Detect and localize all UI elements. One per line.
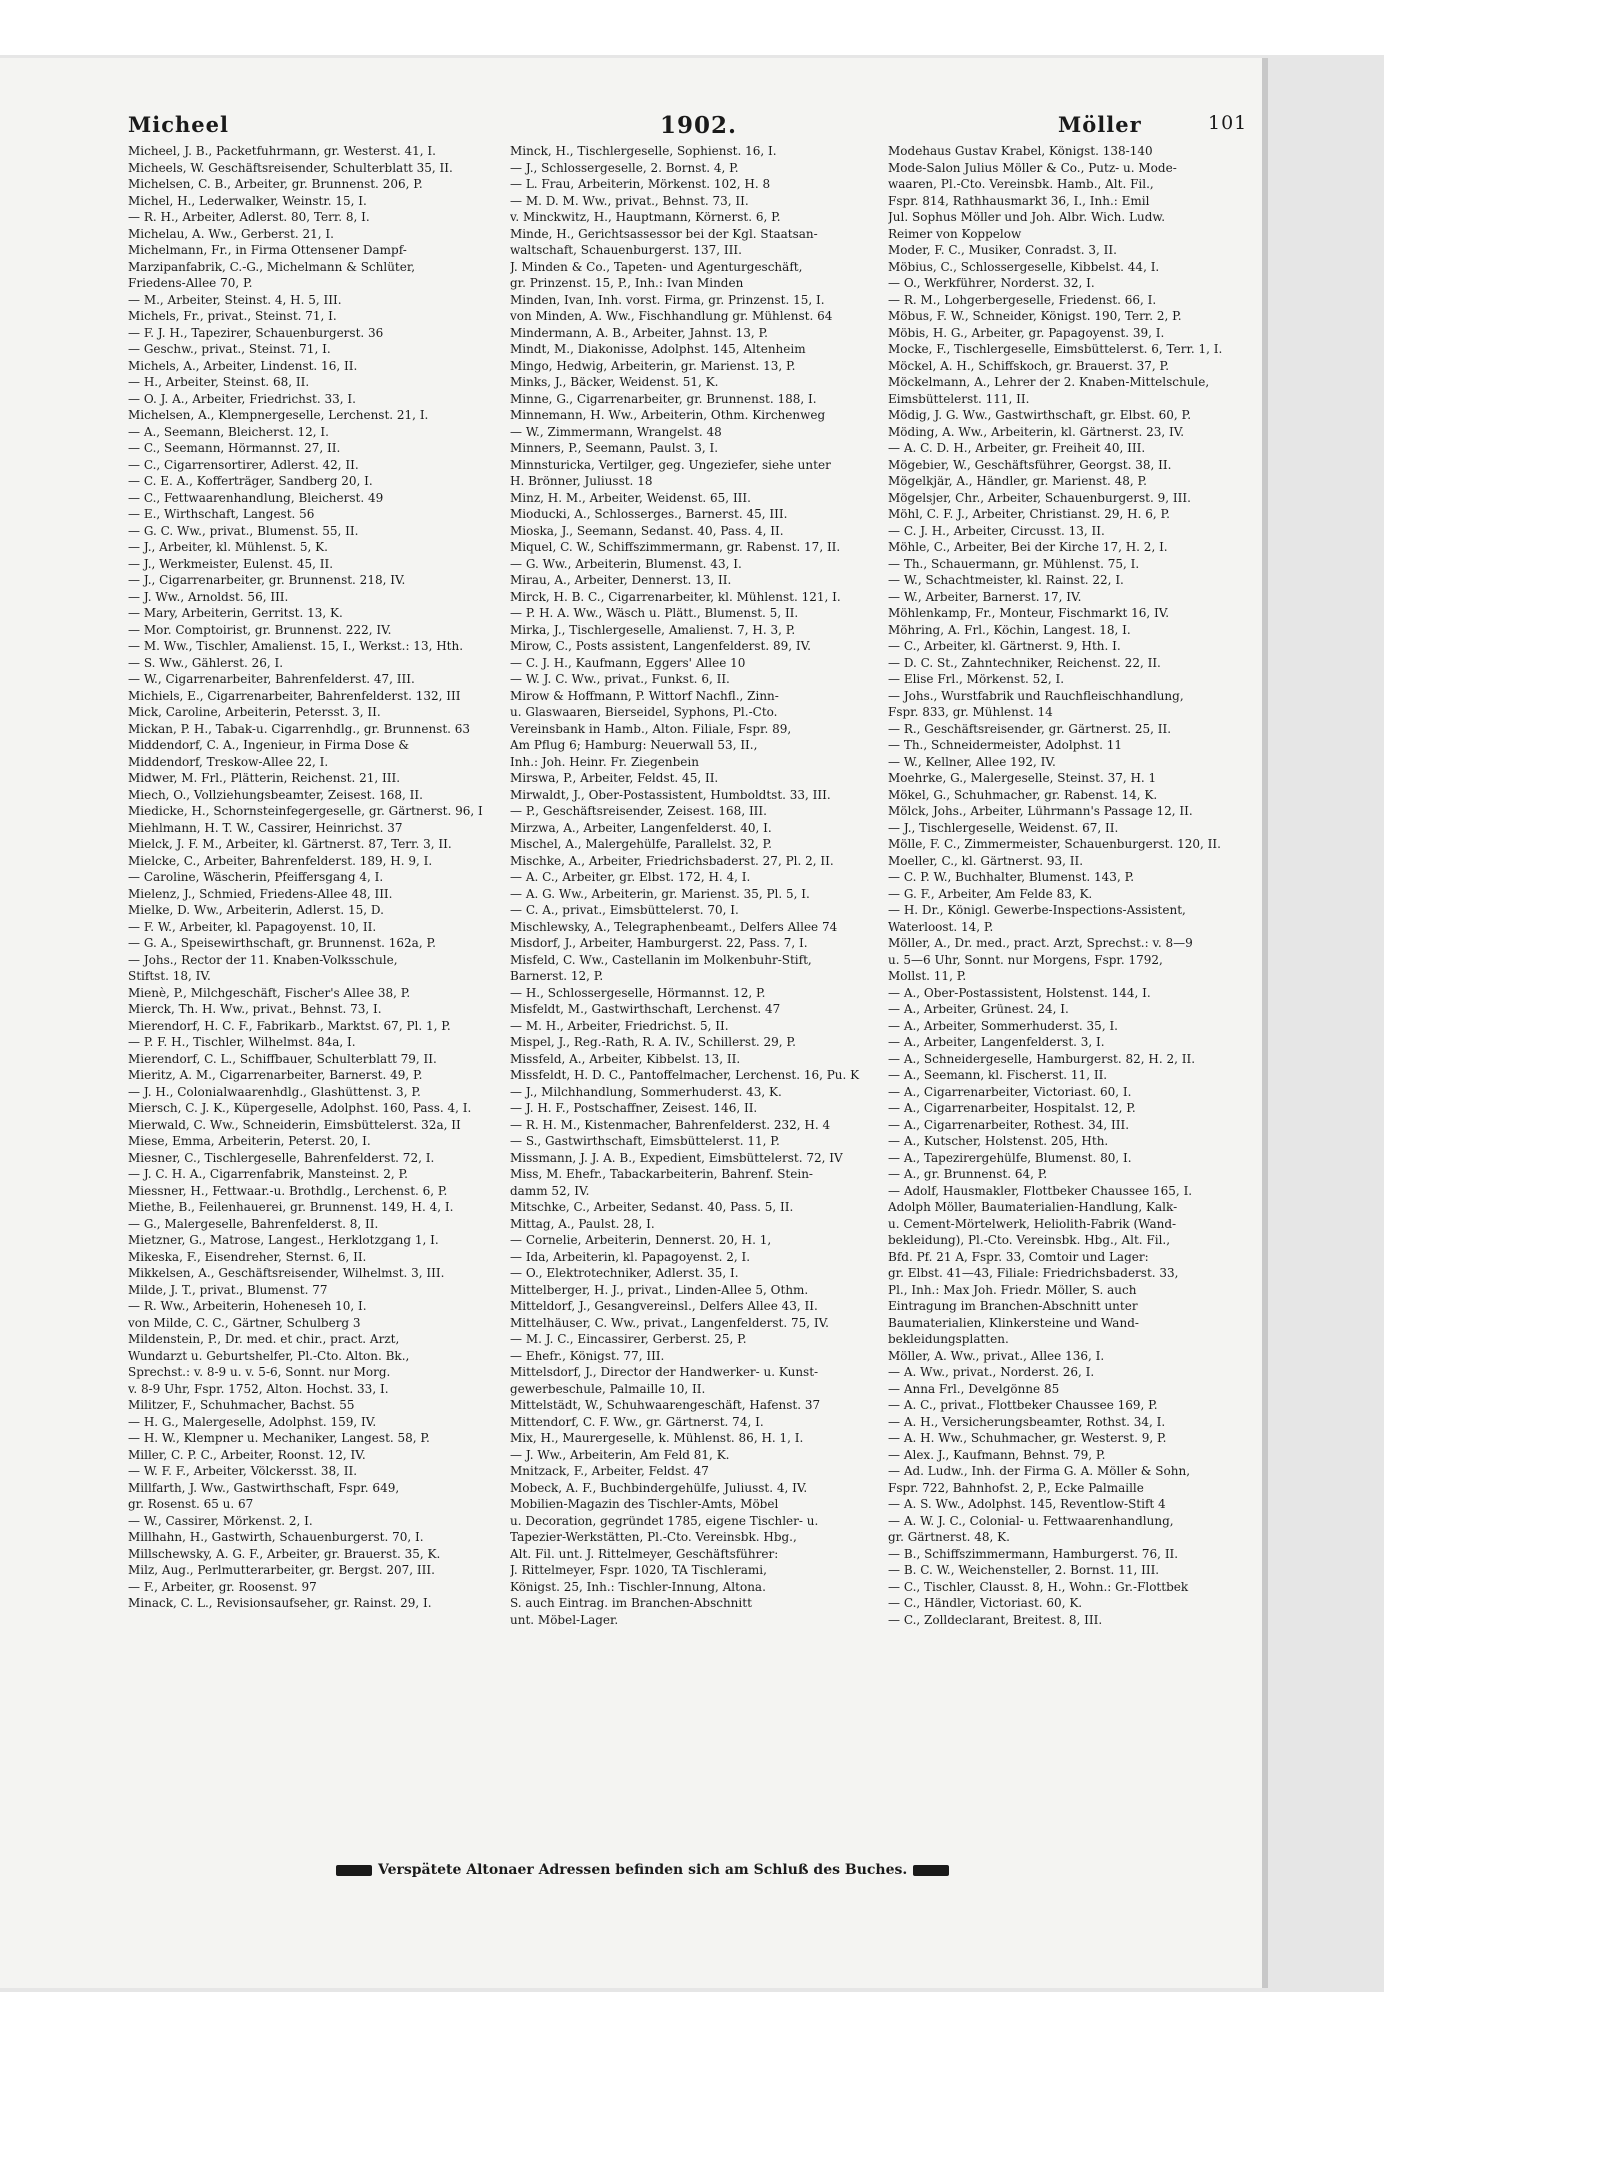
directory-entry: — A. C., privat., Flottbeker Chaussee 169, P. bbox=[888, 1398, 1158, 1412]
directory-entry: — C. A., privat., Eimsbüttelerst. 70, I. bbox=[510, 903, 739, 917]
directory-entry: Fspr. 722, Bahnhofst. 2, P., Ecke Palmaille bbox=[888, 1480, 1144, 1495]
directory-column-3 bbox=[888, 143, 1260, 1628]
directory-entry: Stiftst. 18, IV. bbox=[128, 969, 211, 983]
page-number: 101 bbox=[1208, 112, 1248, 134]
directory-entry: — Ehefr., Königst. 77, III. bbox=[510, 1348, 665, 1363]
directory-entry: Milz, Aug., Perlmutterarbeiter, gr. Bergst. 207, III. bbox=[128, 1563, 435, 1577]
directory-entry: Misfeldt, M., Gastwirthschaft, Lerchenst. 47 bbox=[510, 1002, 781, 1016]
directory-entry: waaren, Pl.-Cto. Vereinsbk. Hamb., Alt. Fil., bbox=[888, 177, 1154, 191]
directory-column-2 bbox=[510, 143, 882, 1628]
directory-entry: Mölck, Johs., Arbeiter, Lührmann's Passage 12, II. bbox=[888, 804, 1193, 818]
directory-entry: Fspr. 833, gr. Mühlenst. 14 bbox=[888, 705, 1053, 719]
directory-entry: Michelsen, C. B., Arbeiter, gr. Brunnenst. 206, P. bbox=[128, 177, 423, 191]
directory-entry: gr. Prinzenst. 15, P., Inh.: Ivan Minden bbox=[510, 276, 744, 290]
directory-entry: Mick, Caroline, Arbeiterin, Petersst. 3, II. bbox=[128, 705, 381, 719]
directory-entry: — G. A., Speisewirthschaft, gr. Brunnenst. 162a, P. bbox=[128, 936, 436, 950]
directory-entry: — H., Schlossergeselle, Hörmannst. 12, P. bbox=[510, 985, 766, 1000]
directory-entry: Möhl, C. F. J., Arbeiter, Christianst. 29, H. 6, P. bbox=[888, 507, 1170, 521]
directory-entry: Mocke, F., Tischlergeselle, Eimsbüttelerst. 6, Terr. 1, I. bbox=[888, 342, 1223, 356]
directory-entry: — C., Zolldeclarant, Breitest. 8, III. bbox=[888, 1612, 1103, 1627]
directory-entry: — Anna Frl., Develgönne 85 bbox=[888, 1381, 1060, 1396]
directory-entry: Möhle, C., Arbeiter, Bei der Kirche 17, H. 2, I. bbox=[888, 540, 1168, 554]
directory-entry: — W., Zimmermann, Wrangelst. 48 bbox=[510, 424, 722, 439]
directory-entry: Mobilien-Magazin des Tischler-Amts, Möbel bbox=[510, 1497, 779, 1511]
directory-entry: Moehrke, G., Malergeselle, Steinst. 37, H. 1 bbox=[888, 771, 1157, 785]
directory-entry: — C., Händler, Victoriast. 60, K. bbox=[888, 1596, 1083, 1610]
directory-entry: Missmann, J. J. A. B., Expedient, Eimsbüttelerst. 72, IV bbox=[510, 1150, 843, 1165]
directory-entry: Mielke, D. Ww., Arbeiterin, Adlerst. 15, D. bbox=[128, 903, 384, 917]
directory-entry: Miech, O., Vollziehungsbeamter, Zeisest. 168, II. bbox=[128, 787, 423, 802]
header-right-keyword: Möller bbox=[1058, 112, 1142, 137]
directory-entry: — J., Schlossergeselle, 2. Bornst. 4, P. bbox=[510, 160, 739, 175]
directory-entry: Miessner, H., Fettwaar.-u. Brothdlg., Lerchenst. 6, P. bbox=[128, 1183, 448, 1198]
directory-entry: unt. Möbel-Lager. bbox=[510, 1612, 619, 1627]
directory-entry: Mirck, H. B. C., Cigarrenarbeiter, kl. Mühlenst. 121, I. bbox=[510, 589, 841, 604]
directory-page bbox=[0, 58, 1262, 1988]
directory-entry: — H. G., Malergeselle, Adolphst. 159, IV. bbox=[128, 1414, 377, 1429]
directory-entry: Millhahn, H., Gastwirth, Schauenburgerst. 70, I. bbox=[128, 1530, 424, 1544]
directory-entry: — W., Kellner, Allee 192, IV. bbox=[888, 754, 1056, 769]
directory-entry: — Th., Schneidermeister, Adolphst. 11 bbox=[888, 738, 1122, 752]
directory-entry: J. Rittelmeyer, Fspr. 1020, TA Tischlerami, bbox=[510, 1563, 767, 1577]
directory-entry: Misdorf, J., Arbeiter, Hamburgerst. 22, Pass. 7, I. bbox=[510, 936, 808, 950]
directory-entry: — M. D. M. Ww., privat., Behnst. 73, II. bbox=[510, 193, 749, 208]
directory-entry: Mienè, P., Milchgeschäft, Fischer's Allee 38, P. bbox=[128, 985, 411, 1000]
directory-entry: — W., Schachtmeister, kl. Rainst. 22, I. bbox=[888, 573, 1124, 587]
directory-entry: gr. Gärtnerst. 48, K. bbox=[888, 1530, 1010, 1544]
directory-entry: Pl., Inh.: Max Joh. Friedr. Möller, S. auch bbox=[888, 1282, 1137, 1297]
directory-entry: Missfeldt, H. D. C., Pantoffelmacher, Lerchenst. 16, Pu. K bbox=[510, 1068, 860, 1082]
directory-entry: Fspr. 814, Rathhausmarkt 36, I., Inh.: Emil bbox=[888, 193, 1150, 208]
directory-entry: — Adolf, Hausmakler, Flottbeker Chaussee 165, I. bbox=[888, 1183, 1193, 1198]
directory-entry: Mitteldorf, J., Gesangvereinsl., Delfers Allee 43, II. bbox=[510, 1299, 818, 1313]
directory-entry: Mittelhäuser, C. Ww., privat., Langenfelderst. 75, IV. bbox=[510, 1315, 829, 1330]
directory-entry: — A. S. Ww., Adolphst. 145, Reventlow-Stift 4 bbox=[888, 1497, 1166, 1511]
directory-entry: Minks, J., Bäcker, Weidenst. 51, K. bbox=[510, 375, 719, 389]
directory-entry: — A., Cigarrenarbeiter, Victoriast. 60, I. bbox=[888, 1084, 1132, 1099]
directory-entry: Mierwald, C. Ww., Schneiderin, Eimsbüttelerst. 32a, II bbox=[128, 1117, 461, 1132]
directory-entry: Mollst. 11, P. bbox=[888, 969, 967, 983]
directory-entry: u. 5—6 Uhr, Sonnt. nur Morgens, Fspr. 1792, bbox=[888, 952, 1163, 967]
directory-entry: Vereinsbank in Hamb., Alton. Filiale, Fspr. 89, bbox=[510, 721, 792, 736]
directory-entry: Möckelmann, A., Lehrer der 2. Knaben-Mittelschule, bbox=[888, 375, 1210, 389]
directory-entry: Miesner, C., Tischlergeselle, Bahrenfelderst. 72, I. bbox=[128, 1150, 435, 1165]
directory-entry: — Elise Frl., Mörkenst. 52, I. bbox=[888, 672, 1065, 686]
directory-entry: — Caroline, Wäscherin, Pfeiffersgang 4, I. bbox=[128, 870, 384, 884]
directory-entry: Millfarth, J. Ww., Gastwirthschaft, Fspr. 649, bbox=[128, 1480, 400, 1495]
directory-entry: Mittag, A., Paulst. 28, I. bbox=[510, 1216, 655, 1231]
directory-entry: Mildenstein, P., Dr. med. et chir., pract. Arzt, bbox=[128, 1332, 400, 1346]
directory-entry: Mischel, A., Malergehülfe, Parallelst. 32, P. bbox=[510, 837, 772, 851]
directory-entry: Mielcke, C., Arbeiter, Bahrenfelderst. 189, H. 9, I. bbox=[128, 853, 433, 868]
directory-entry: — J. H., Colonialwaarenhdlg., Glashüttenst. 3, P. bbox=[128, 1084, 421, 1099]
directory-entry: Michelsen, A., Klempnergeselle, Lerchenst. 21, I. bbox=[128, 408, 429, 422]
directory-entry: gr. Elbst. 41—43, Filiale: Friedrichsbaderst. 33, bbox=[888, 1266, 1179, 1280]
directory-entry: — W., Cassirer, Mörkenst. 2, I. bbox=[128, 1513, 313, 1528]
directory-entry: — L. Frau, Arbeiterin, Mörkenst. 102, H. 8 bbox=[510, 177, 771, 191]
directory-entry: — H., Arbeiter, Steinst. 68, II. bbox=[128, 375, 310, 389]
directory-entry: Eimsbüttelerst. 111, II. bbox=[888, 391, 1030, 406]
pointing-hand-right-icon bbox=[913, 1865, 949, 1876]
directory-entry: Mittelstädt, W., Schuhwaarengeschäft, Hafenst. 37 bbox=[510, 1398, 821, 1412]
directory-entry: Mikkelsen, A., Geschäftsreisender, Wilhelmst. 3, III. bbox=[128, 1266, 445, 1280]
directory-entry: Eintragung im Branchen-Abschnitt unter bbox=[888, 1299, 1138, 1313]
directory-entry: Sprechst.: v. 8-9 u. v. 5-6, Sonnt. nur Morg. bbox=[128, 1365, 391, 1379]
directory-entry: Baumaterialien, Klinkersteine und Wand- bbox=[888, 1315, 1139, 1330]
directory-entry: Mirow & Hoffmann, P. Wittorf Nachfl., Zinn- bbox=[510, 688, 779, 703]
directory-entry: — A. H. Ww., Schuhmacher, gr. Westerst. 9, P. bbox=[888, 1431, 1167, 1445]
directory-entry: — A., Seemann, Bleicherst. 12, I. bbox=[128, 424, 329, 439]
directory-entry: — J., Tischlergeselle, Weidenst. 67, II. bbox=[888, 820, 1119, 835]
directory-entry: Mindermann, A. B., Arbeiter, Jahnst. 13, P. bbox=[510, 325, 768, 340]
directory-entry: Mirow, C., Posts assistent, Langenfelderst. 89, IV. bbox=[510, 639, 811, 653]
directory-entry: Mökel, G., Schuhmacher, gr. Rabenst. 14, K. bbox=[888, 787, 1158, 802]
directory-entry: — S., Gastwirthschaft, Eimsbüttelerst. 11, P. bbox=[510, 1134, 780, 1148]
directory-entry: — W. J. C. Ww., privat., Funkst. 6, II. bbox=[510, 672, 730, 686]
directory-entry: — C., Seemann, Hörmannst. 27, II. bbox=[128, 441, 341, 455]
directory-entry: — A. C., Arbeiter, gr. Elbst. 172, H. 4, I. bbox=[510, 870, 751, 884]
directory-entry: Mobeck, A. F., Buchbindergehülfe, Juliusst. 4, IV. bbox=[510, 1480, 808, 1495]
directory-entry: Barnerst. 12, P. bbox=[510, 969, 604, 983]
directory-entry: — M., Arbeiter, Steinst. 4, H. 5, III. bbox=[128, 292, 342, 307]
page-header bbox=[128, 112, 1262, 140]
directory-entry: — Johs., Wurstfabrik und Rauchfleischhandlung, bbox=[888, 688, 1184, 703]
directory-entry: Mitschke, C., Arbeiter, Sedanst. 40, Pass. 5, II. bbox=[510, 1200, 794, 1214]
directory-entry: Minack, C. L., Revisionsaufseher, gr. Rainst. 29, I. bbox=[128, 1596, 432, 1610]
directory-entry: — G. Ww., Arbeiterin, Blumenst. 43, I. bbox=[510, 556, 742, 571]
directory-entry: — A., Schneidergeselle, Hamburgerst. 82, H. 2, II. bbox=[888, 1051, 1196, 1066]
directory-entry: u. Cement-Mörtelwerk, Heliolith-Fabrik (Wand- bbox=[888, 1216, 1177, 1231]
directory-entry: Minners, P., Seemann, Paulst. 3, I. bbox=[510, 441, 719, 455]
directory-entry: Bfd. Pf. 21 A, Fspr. 33, Comtoir und Lager: bbox=[888, 1249, 1149, 1264]
directory-entry: gewerbeschule, Palmaille 10, II. bbox=[510, 1381, 706, 1396]
directory-entry: Mögelkjär, A., Händler, gr. Marienst. 48, P. bbox=[888, 474, 1147, 488]
page-edge-shadow bbox=[1262, 58, 1268, 1988]
directory-entry: Möckel, A. H., Schiffskoch, gr. Brauerst. 37, P. bbox=[888, 358, 1170, 373]
directory-entry: Miese, Emma, Arbeiterin, Peterst. 20, I. bbox=[128, 1134, 371, 1148]
directory-entry: — Ad. Ludw., Inh. der Firma G. A. Möller & Sohn, bbox=[888, 1464, 1191, 1478]
header-left-keyword: Micheel bbox=[128, 112, 229, 137]
directory-entry: Mittelberger, H. J., privat., Linden-Allee 5, Othm. bbox=[510, 1282, 809, 1297]
directory-entry: Missfeld, A., Arbeiter, Kibbelst. 13, II. bbox=[510, 1051, 741, 1066]
directory-entry: — F. W., Arbeiter, kl. Papagoyenst. 10, II. bbox=[128, 919, 377, 934]
directory-entry: Mierendorf, H. C. F., Fabrikarb., Marktst. 67, Pl. 1, P. bbox=[128, 1018, 451, 1033]
directory-entry: Mingo, Hedwig, Arbeiterin, gr. Marienst. 13, P. bbox=[510, 358, 796, 373]
directory-entry: — A., Seemann, kl. Fischerst. 11, II. bbox=[888, 1068, 1108, 1082]
directory-entry: — R. H., Arbeiter, Adlerst. 80, Terr. 8, I. bbox=[128, 210, 370, 224]
directory-entry: — P. F. H., Tischler, Wilhelmst. 84a, I. bbox=[128, 1035, 356, 1049]
directory-entry: Miedicke, H., Schornsteinfegergeselle, gr. Gärtnerst. 96, I bbox=[128, 804, 483, 818]
directory-entry: — J. H. F., Postschaffner, Zeisest. 146, II. bbox=[510, 1101, 758, 1115]
directory-entry: — A., Arbeiter, Sommerhuderst. 35, I. bbox=[888, 1018, 1118, 1033]
directory-entry: Mirau, A., Arbeiter, Dennerst. 13, II. bbox=[510, 573, 732, 587]
directory-entry: Minz, H. M., Arbeiter, Weidenst. 65, III. bbox=[510, 490, 751, 505]
directory-entry: Mieritz, A. M., Cigarrenarbeiter, Barnerst. 49, P. bbox=[128, 1068, 423, 1082]
directory-entry: — J. C. H. A., Cigarrenfabrik, Mansteinst. 2, P. bbox=[128, 1167, 408, 1181]
directory-entry: Möller, A. Ww., privat., Allee 136, I. bbox=[888, 1348, 1105, 1363]
directory-entry: Mittendorf, C. F. Ww., gr. Gärtnerst. 74, I. bbox=[510, 1414, 764, 1429]
directory-entry: Möller, A., Dr. med., pract. Arzt, Sprechst.: v. 8—9 bbox=[888, 936, 1193, 950]
directory-entry: gr. Rosenst. 65 u. 67 bbox=[128, 1497, 254, 1511]
directory-entry: — A. C. D. H., Arbeiter, gr. Freiheit 40, III. bbox=[888, 441, 1146, 455]
directory-entry: Waterloost. 14, P. bbox=[888, 919, 994, 934]
directory-entry: bekleidungsplatten. bbox=[888, 1332, 1009, 1346]
directory-entry: Minnemann, H. Ww., Arbeiterin, Othm. Kirchenweg bbox=[510, 408, 826, 422]
directory-entry: Alt. Fil. unt. J. Rittelmeyer, Geschäftsführer: bbox=[510, 1546, 779, 1561]
directory-entry: J. Minden & Co., Tapeten- und Agenturgeschäft, bbox=[510, 259, 803, 274]
directory-entry: — C. J. H., Arbeiter, Circusst. 13, II. bbox=[888, 523, 1105, 538]
directory-entry: Middendorf, C. A., Ingenieur, in Firma Dose & bbox=[128, 738, 410, 752]
directory-entry: — A., gr. Brunnenst. 64, P. bbox=[888, 1167, 1048, 1181]
directory-entry: — R. M., Lohgerbergeselle, Friedenst. 66, I. bbox=[888, 292, 1157, 307]
directory-entry: — J., Werkmeister, Eulenst. 45, II. bbox=[128, 556, 334, 571]
directory-entry: Möbus, F. W., Schneider, Königst. 190, Terr. 2, P. bbox=[888, 309, 1182, 323]
directory-entry: Mischke, A., Arbeiter, Friedrichsbaderst. 27, Pl. 2, II. bbox=[510, 853, 834, 868]
directory-entry: Möhlenkamp, Fr., Monteur, Fischmarkt 16, IV. bbox=[888, 606, 1170, 620]
directory-entry: Miethe, B., Feilenhauerei, gr. Brunnenst. 149, H. 4, I. bbox=[128, 1200, 454, 1214]
directory-entry: Militzer, F., Schuhmacher, Bachst. 55 bbox=[128, 1398, 355, 1412]
directory-entry: Mode-Salon Julius Möller & Co., Putz- u. Mode- bbox=[888, 160, 1177, 175]
directory-entry: Michiels, E., Cigarrenarbeiter, Bahrenfelderst. 132, III bbox=[128, 688, 461, 703]
directory-entry: Mirka, J., Tischlergeselle, Amalienst. 7, H. 3, P. bbox=[510, 622, 796, 637]
directory-entry: Moder, F. C., Musiker, Conradst. 3, II. bbox=[888, 243, 1117, 257]
directory-entry: — Johs., Rector der 11. Knaben-Volksschule, bbox=[128, 952, 398, 967]
directory-entry: — D. C. St., Zahntechniker, Reichenst. 22, II. bbox=[888, 655, 1161, 670]
directory-entry: — R., Geschäftsreisender, gr. Gärtnerst. 25, II. bbox=[888, 721, 1172, 736]
directory-entry: — A. H., Versicherungsbeamter, Rothst. 34, I. bbox=[888, 1414, 1166, 1429]
directory-entry: — G., Malergeselle, Bahrenfelderst. 8, II. bbox=[128, 1216, 379, 1231]
directory-entry: Minne, G., Cigarrenarbeiter, gr. Brunnenst. 188, I. bbox=[510, 391, 817, 406]
directory-entry: — O., Werkführer, Norderst. 32, I. bbox=[888, 276, 1095, 290]
directory-entry: v. Minckwitz, H., Hauptmann, Körnerst. 6, P. bbox=[510, 210, 781, 224]
directory-entry: Möbis, H. G., Arbeiter, gr. Papagoyenst. 39, I. bbox=[888, 325, 1165, 340]
directory-entry: — Geschw., privat., Steinst. 71, I. bbox=[128, 342, 331, 356]
directory-entry: Möhring, A. Frl., Köchin, Langest. 18, I. bbox=[888, 622, 1131, 637]
directory-entry: — C., Tischler, Clausst. 8, H., Wohn.: Gr.-Flottbek bbox=[888, 1579, 1189, 1594]
directory-entry: — C., Fettwaarenhandlung, Bleicherst. 49 bbox=[128, 490, 384, 505]
directory-entry: Miquel, C. W., Schiffszimmermann, gr. Rabenst. 17, II. bbox=[510, 540, 841, 554]
directory-entry: Mierck, Th. H. Ww., privat., Behnst. 73, I. bbox=[128, 1002, 382, 1016]
directory-entry: — J., Arbeiter, kl. Mühlenst. 5, K. bbox=[128, 540, 328, 554]
directory-entry: — Cornelie, Arbeiterin, Dennerst. 20, H. 1, bbox=[510, 1233, 772, 1247]
directory-entry: Moeller, C., kl. Gärtnerst. 93, II. bbox=[888, 853, 1084, 868]
directory-entry: Am Pflug 6; Hamburg: Neuerwall 53, II., bbox=[510, 738, 758, 752]
directory-entry: — A., Arbeiter, Grünest. 24, I. bbox=[888, 1002, 1069, 1016]
directory-entry: Miss, M. Ehefr., Tabackarbeiterin, Bahrenf. Stein- bbox=[510, 1167, 813, 1181]
directory-entry: — R. H. M., Kistenmacher, Bahrenfelderst. 232, H. 4 bbox=[510, 1117, 831, 1132]
directory-entry: Möding, A. Ww., Arbeiterin, kl. Gärtnerst. 23, IV. bbox=[888, 424, 1185, 439]
directory-entry: — A., Cigarrenarbeiter, Hospitalst. 12, P. bbox=[888, 1101, 1136, 1115]
directory-entry: — E., Wirthschaft, Langest. 56 bbox=[128, 507, 315, 521]
directory-entry: Modehaus Gustav Krabel, Königst. 138-140 bbox=[888, 144, 1153, 158]
directory-entry: — G. F., Arbeiter, Am Felde 83, K. bbox=[888, 886, 1093, 901]
directory-entry: Reimer von Koppelow bbox=[888, 226, 1022, 241]
directory-entry: — A., Tapezirergehülfe, Blumenst. 80, I. bbox=[888, 1150, 1132, 1165]
directory-entry: Mielck, J. F. M., Arbeiter, kl. Gärtnerst. 87, Terr. 3, II. bbox=[128, 837, 452, 851]
directory-entry: Mischlewsky, A., Telegraphenbeamt., Delfers Allee 74 bbox=[510, 919, 838, 934]
directory-entry: — F., Arbeiter, gr. Roosenst. 97 bbox=[128, 1579, 317, 1594]
directory-entry: Mölle, F. C., Zimmermeister, Schauenburgerst. 120, II. bbox=[888, 837, 1221, 851]
directory-entry: bekleidung), Pl.-Cto. Vereinsbk. Hbg., Alt. Fil., bbox=[888, 1233, 1171, 1247]
directory-entry: — M. J. C., Eincassirer, Gerberst. 25, P. bbox=[510, 1332, 747, 1346]
directory-entry: — A. Ww., privat., Norderst. 26, I. bbox=[888, 1365, 1095, 1379]
directory-entry: Mirwaldt, J., Ober-Postassistent, Humboldtst. 33, III. bbox=[510, 787, 831, 802]
directory-entry: — B. C. W., Weichensteller, 2. Bornst. 11, III. bbox=[888, 1563, 1160, 1577]
directory-entry: Midwer, M. Frl., Plätterin, Reichenst. 21, III. bbox=[128, 771, 401, 785]
directory-entry: — O., Elektrotechniker, Adlerst. 35, I. bbox=[510, 1266, 739, 1280]
directory-entry: Minnsturicka, Vertilger, geg. Ungeziefer, siehe unter bbox=[510, 457, 831, 472]
directory-entry: Michel, H., Lederwalker, Weinstr. 15, I. bbox=[128, 193, 367, 208]
directory-entry: Mispel, J., Reg.-Rath, R. A. IV., Schillerst. 29, P. bbox=[510, 1035, 796, 1049]
directory-entry: damm 52, IV. bbox=[510, 1183, 590, 1198]
directory-entry: v. 8-9 Uhr, Fspr. 1752, Alton. Hochst. 33, I. bbox=[128, 1381, 389, 1396]
directory-entry: Michelau, A. Ww., Gerberst. 21, I. bbox=[128, 226, 334, 241]
directory-entry: Micheels, W. Geschäftsreisender, Schulterblatt 35, II. bbox=[128, 160, 453, 175]
directory-entry: von Milde, C. C., Gärtner, Schulberg 3 bbox=[128, 1315, 361, 1330]
directory-entry: — H. Dr., Königl. Gewerbe-Inspections-Assistent, bbox=[888, 903, 1186, 917]
directory-entry: — J., Cigarrenarbeiter, gr. Brunnenst. 218, IV. bbox=[128, 573, 406, 587]
directory-entry: Mix, H., Maurergeselle, k. Mühlenst. 86, H. 1, I. bbox=[510, 1431, 804, 1445]
directory-entry: — A., Cigarrenarbeiter, Rothest. 34, III. bbox=[888, 1117, 1130, 1132]
directory-entry: — A., Ober-Postassistent, Holstenst. 144, I. bbox=[888, 985, 1151, 1000]
pointing-hand-left-icon bbox=[336, 1865, 372, 1876]
footer-text: Verspätete Altonaer Adressen befinden sich am Schluß des Buches. bbox=[378, 1862, 908, 1878]
directory-entry: Micheel, J. B., Packetfuhrmann, gr. Westerst. 41, I. bbox=[128, 144, 436, 158]
directory-entry: Mietzner, G., Matrose, Langest., Herklotzgang 1, I. bbox=[128, 1233, 439, 1247]
directory-entry: — C. P. W., Buchhalter, Blumenst. 143, P. bbox=[888, 870, 1135, 884]
directory-entry: — R. Ww., Arbeiterin, Hoheneseh 10, I. bbox=[128, 1299, 367, 1313]
directory-entry: — A., Kutscher, Holstenst. 205, Hth. bbox=[888, 1134, 1109, 1148]
directory-entry: Mirswa, P., Arbeiter, Feldst. 45, II. bbox=[510, 771, 719, 785]
directory-entry: — F. J. H., Tapezirer, Schauenburgerst. 36 bbox=[128, 325, 384, 340]
directory-entry: Adolph Möller, Baumaterialien-Handlung, Kalk- bbox=[888, 1200, 1178, 1214]
directory-entry: — Ida, Arbeiterin, kl. Papagoyenst. 2, I. bbox=[510, 1249, 751, 1264]
directory-entry: — J. Ww., Arnoldst. 56, III. bbox=[128, 589, 289, 604]
directory-entry: — M. H., Arbeiter, Friedrichst. 5, II. bbox=[510, 1018, 729, 1033]
directory-entry: Inh.: Joh. Heinr. Fr. Ziegenbein bbox=[510, 754, 699, 769]
header-year: 1902. bbox=[660, 112, 738, 139]
directory-entry: Wundarzt u. Geburtshelfer, Pl.-Cto. Alton. Bk., bbox=[128, 1348, 410, 1363]
directory-entry: von Minden, A. Ww., Fischhandlung gr. Mühlenst. 64 bbox=[510, 309, 833, 323]
directory-entry: Mnitzack, F., Arbeiter, Feldst. 47 bbox=[510, 1464, 709, 1478]
directory-entry: Middendorf, Treskow-Allee 22, I. bbox=[128, 754, 329, 769]
directory-entry: Königst. 25, Inh.: Tischler-Innung, Altona. bbox=[510, 1579, 766, 1594]
directory-entry: Minde, H., Gerichtsassessor bei der Kgl. Staatsan- bbox=[510, 226, 818, 241]
directory-entry: Friedens-Allee 70, P. bbox=[128, 276, 253, 290]
directory-entry: Miller, C. P. C., Arbeiter, Roonst. 12, IV. bbox=[128, 1447, 366, 1462]
directory-entry: Milde, J. T., privat., Blumenst. 77 bbox=[128, 1282, 328, 1297]
directory-entry: — C., Cigarrensortirer, Adlerst. 42, II. bbox=[128, 457, 359, 472]
directory-entry: S. auch Eintrag. im Branchen-Abschnitt bbox=[510, 1596, 752, 1610]
directory-entry: — W., Cigarrenarbeiter, Bahrenfelderst. 47, III. bbox=[128, 672, 415, 686]
directory-entry: Michelmann, Fr., in Firma Ottensener Dampf- bbox=[128, 243, 407, 257]
directory-entry: Michels, Fr., privat., Steinst. 71, I. bbox=[128, 309, 337, 323]
directory-entry: Miersch, C. J. K., Küpergeselle, Adolphst. 160, Pass. 4, I. bbox=[128, 1101, 472, 1115]
directory-entry: — Alex. J., Kaufmann, Behnst. 79, P. bbox=[888, 1447, 1106, 1462]
directory-entry: — Mor. Comptoirist, gr. Brunnenst. 222, IV. bbox=[128, 622, 392, 637]
directory-entry: Millschewsky, A. G. F., Arbeiter, gr. Brauerst. 35, K. bbox=[128, 1546, 441, 1561]
directory-entry: — B., Schiffszimmermann, Hamburgerst. 76, II. bbox=[888, 1546, 1179, 1561]
directory-entry: Mielenz, J., Schmied, Friedens-Allee 48, III. bbox=[128, 886, 393, 901]
directory-entry: — G. C. Ww., privat., Blumenst. 55, II. bbox=[128, 523, 359, 538]
directory-entry: — Th., Schauermann, gr. Mühlenst. 75, I. bbox=[888, 556, 1140, 571]
directory-entry: — M. Ww., Tischler, Amalienst. 15, I., Werkst.: 13, Hth. bbox=[128, 639, 464, 653]
directory-entry: Möbius, C., Schlossergeselle, Kibbelst. 44, I. bbox=[888, 259, 1160, 274]
directory-entry: Mikeska, F., Eisendreher, Sternst. 6, II. bbox=[128, 1249, 367, 1264]
directory-entry: waltschaft, Schauenburgerst. 137, III. bbox=[510, 243, 742, 257]
directory-entry: H. Brönner, Juliusst. 18 bbox=[510, 474, 653, 488]
directory-entry: Mödig, J. G. Ww., Gastwirthschaft, gr. Elbst. 60, P. bbox=[888, 408, 1192, 422]
directory-entry: — A. G. Ww., Arbeiterin, gr. Marienst. 35, Pl. 5, I. bbox=[510, 886, 810, 901]
directory-entry: Marzipanfabrik, C.-G., Michelmann & Schlüter, bbox=[128, 259, 416, 274]
directory-entry: — H. W., Klempner u. Mechaniker, Langest. 58, P. bbox=[128, 1431, 430, 1445]
directory-entry: — J. Ww., Arbeiterin, Am Feld 81, K. bbox=[510, 1447, 730, 1462]
footer-note bbox=[330, 1862, 1050, 1878]
directory-entry: — P. H. A. Ww., Wäsch u. Plätt., Blumenst. 5, II. bbox=[510, 606, 799, 620]
directory-entry: Minden, Ivan, Inh. vorst. Firma, gr. Prinzenst. 15, I. bbox=[510, 292, 825, 307]
directory-entry: Tapezier-Werkstätten, Pl.-Cto. Vereinsbk. Hbg., bbox=[510, 1530, 797, 1544]
directory-entry: — A. W. J. C., Colonial- u. Fettwaarenhandlung, bbox=[888, 1513, 1174, 1528]
directory-entry: u. Glaswaaren, Bierseidel, Syphons, Pl.-Cto. bbox=[510, 705, 778, 719]
directory-entry: — C. E. A., Kofferträger, Sandberg 20, I. bbox=[128, 474, 373, 488]
directory-entry: Mögebier, W., Geschäftsführer, Georgst. 38, II. bbox=[888, 457, 1172, 472]
directory-entry: — S. Ww., Gählerst. 26, I. bbox=[128, 655, 284, 670]
scan-bottom-margin bbox=[0, 1992, 1600, 2177]
directory-entry: — Mary, Arbeiterin, Gerritst. 13, K. bbox=[128, 606, 343, 620]
directory-entry: Mierendorf, C. L., Schiffbauer, Schulterblatt 79, II. bbox=[128, 1051, 437, 1066]
directory-entry: — W., Arbeiter, Barnerst. 17, IV. bbox=[888, 589, 1082, 604]
directory-entry: Mickan, P. H., Tabak-u. Cigarrenhdlg., gr. Brunnenst. 63 bbox=[128, 721, 471, 736]
directory-entry: — C. J. H., Kaufmann, Eggers' Allee 10 bbox=[510, 655, 746, 670]
directory-entry: — P., Geschäftsreisender, Zeisest. 168, III. bbox=[510, 804, 767, 818]
directory-entry: Minck, H., Tischlergeselle, Sophienst. 16, I. bbox=[510, 144, 777, 158]
directory-entry: — C., Arbeiter, kl. Gärtnerst. 9, Hth. I. bbox=[888, 639, 1121, 653]
directory-entry: Mioska, J., Seemann, Sedanst. 40, Pass. 4, II. bbox=[510, 523, 784, 538]
directory-entry: Mindt, M., Diakonisse, Adolphst. 145, Altenheim bbox=[510, 342, 806, 356]
directory-entry: Mioducki, A., Schlosserges., Barnerst. 45, III. bbox=[510, 507, 788, 521]
directory-entry: Mittelsdorf, J., Director der Handwerker- u. Kunst- bbox=[510, 1365, 819, 1379]
directory-entry: Mirzwa, A., Arbeiter, Langenfelderst. 40, I. bbox=[510, 820, 772, 835]
directory-entry: — W. F. F., Arbeiter, Völckersst. 38, II. bbox=[128, 1464, 358, 1478]
directory-entry: Miehlmann, H. T. W., Cassirer, Heinrichst. 37 bbox=[128, 820, 403, 835]
directory-entry: — J., Milchhandlung, Sommerhuderst. 43, K. bbox=[510, 1084, 782, 1099]
directory-entry: u. Decoration, gegründet 1785, eigene Tischler- u. bbox=[510, 1513, 819, 1528]
directory-entry: — O. J. A., Arbeiter, Friedrichst. 33, I. bbox=[128, 391, 356, 406]
directory-entry: Misfeld, C. Ww., Castellanin im Molkenbuhr-Stift, bbox=[510, 952, 812, 967]
directory-entry: Jul. Sophus Möller und Joh. Albr. Wich. Ludw. bbox=[888, 210, 1166, 224]
directory-entry: — A., Arbeiter, Langenfelderst. 3, I. bbox=[888, 1035, 1105, 1049]
directory-entry: Mögelsjer, Chr., Arbeiter, Schauenburgerst. 9, III. bbox=[888, 490, 1191, 505]
directory-column-1 bbox=[128, 143, 500, 1612]
directory-entry: Michels, A., Arbeiter, Lindenst. 16, II. bbox=[128, 358, 358, 373]
